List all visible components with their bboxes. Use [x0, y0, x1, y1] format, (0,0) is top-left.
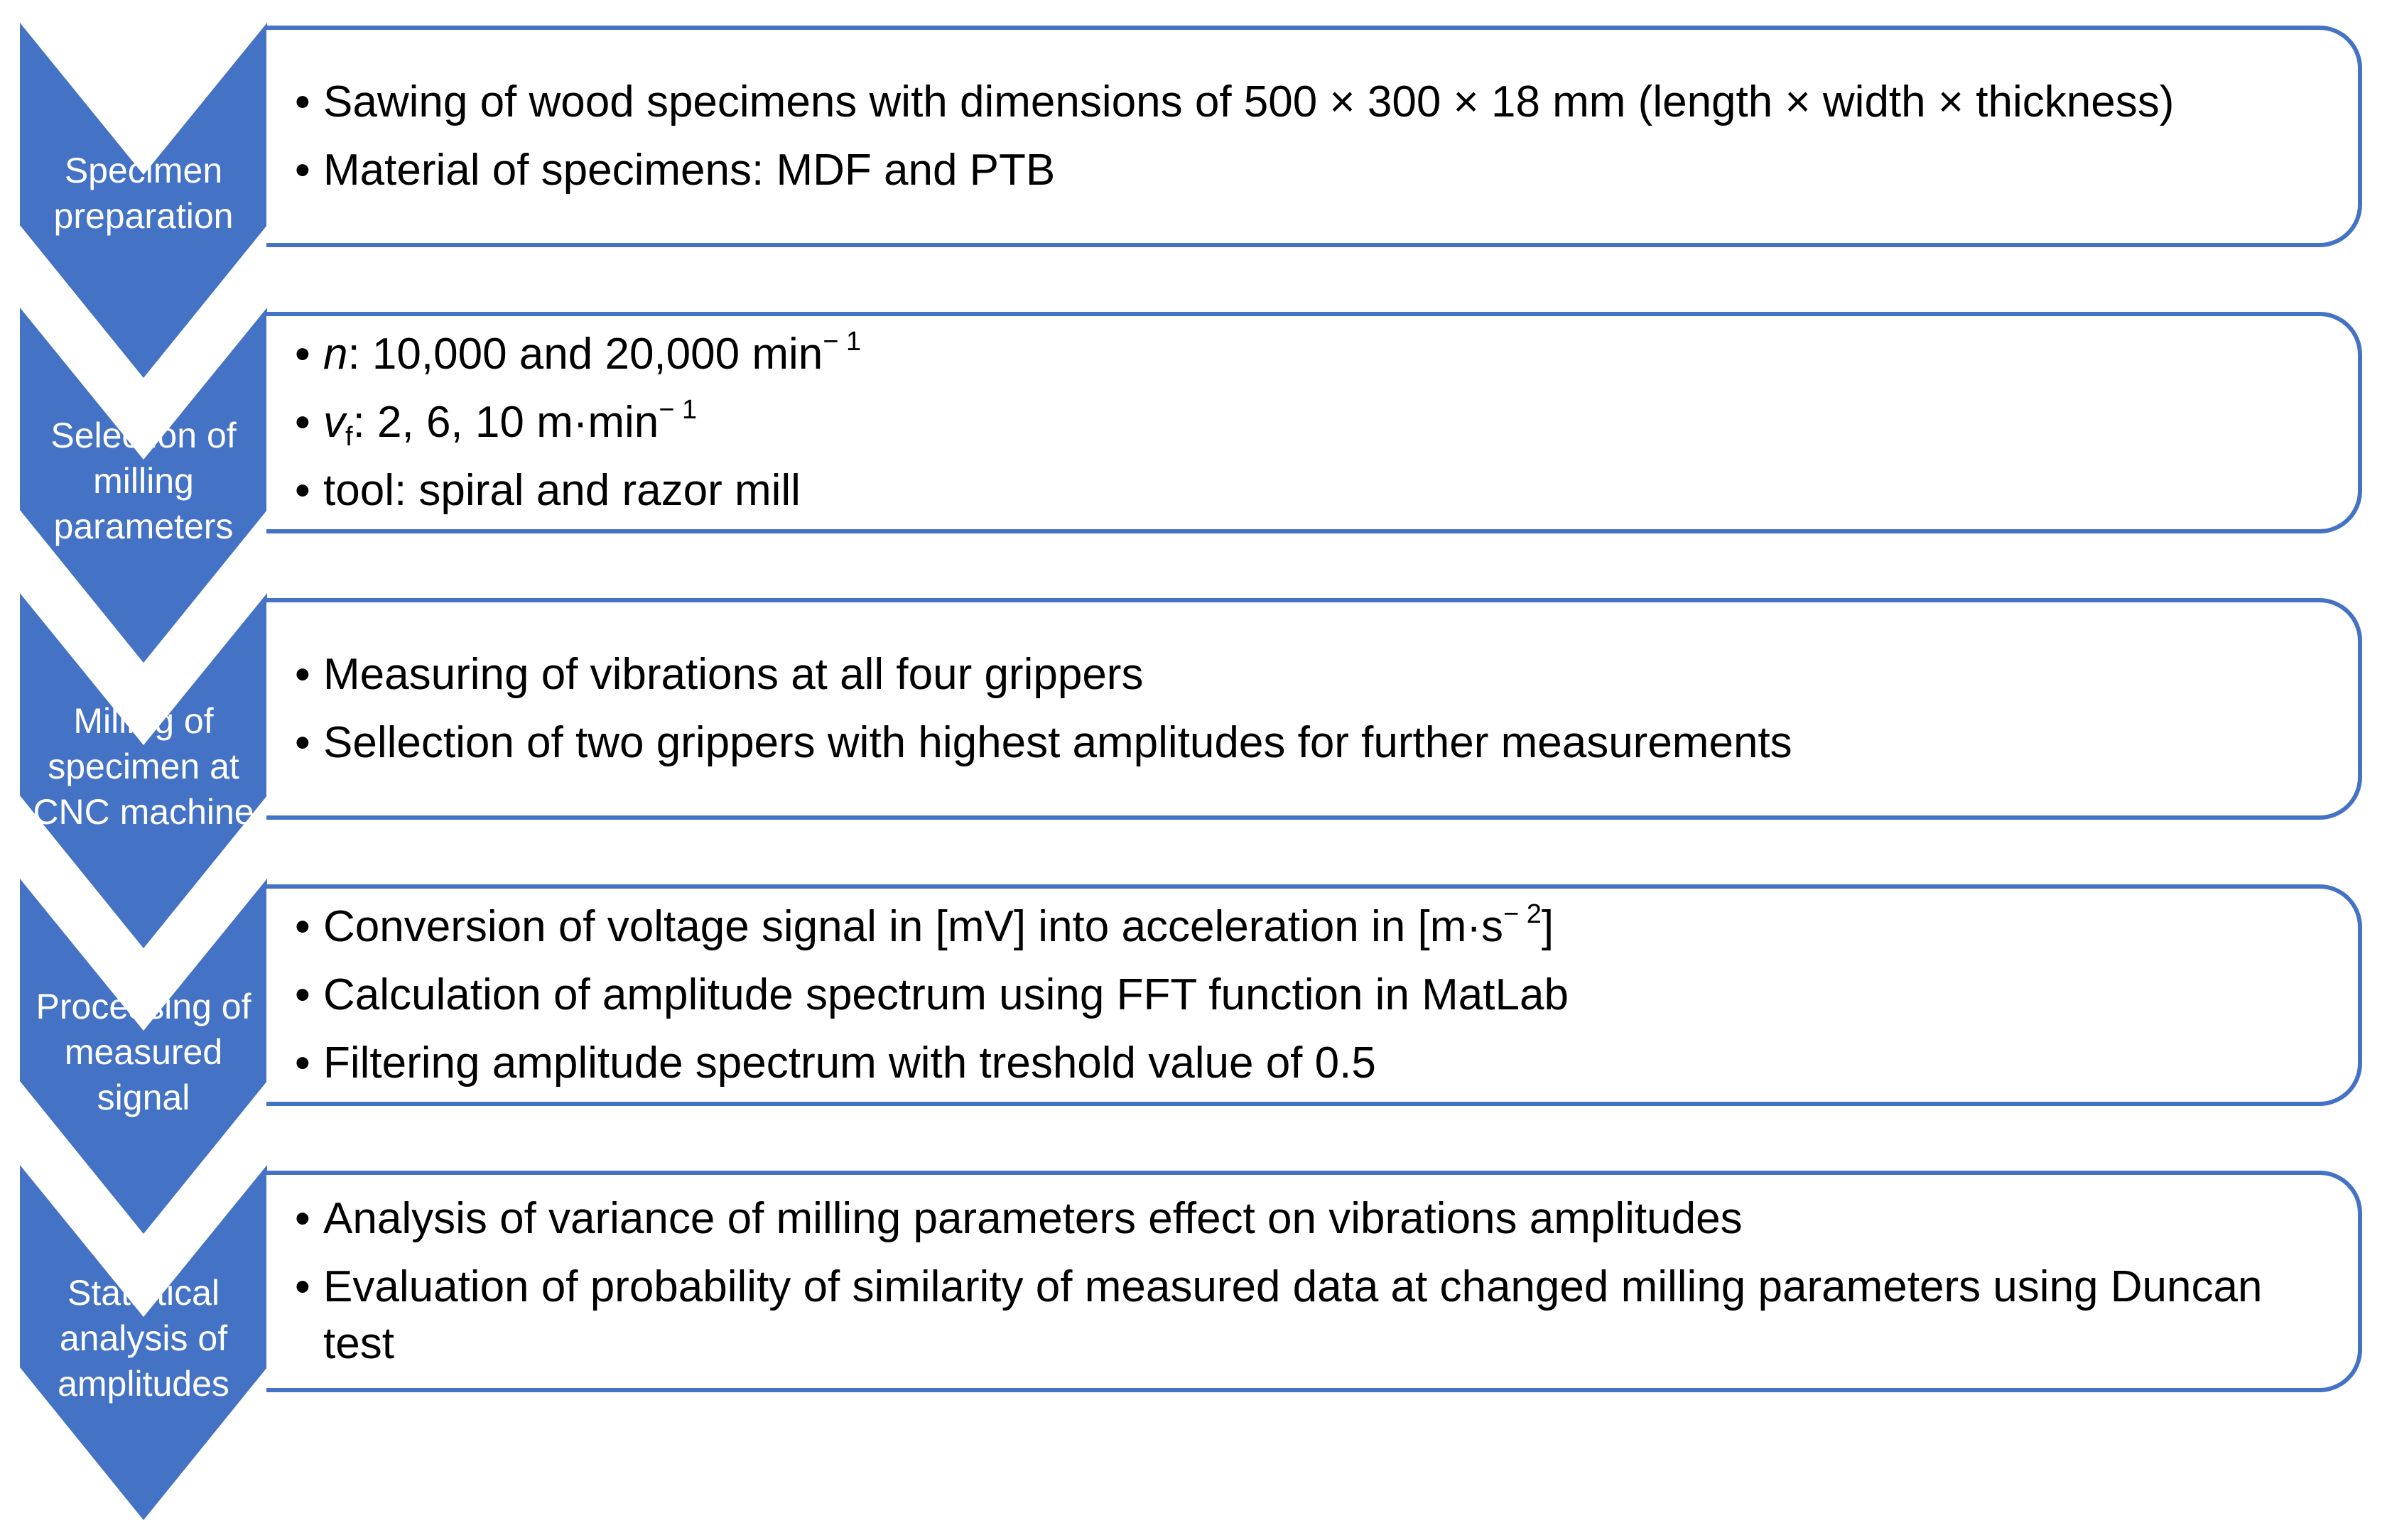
- step-label: [20, 984, 267, 1120]
- superscript: − 1: [823, 327, 862, 357]
- step-label-line: measured: [64, 1032, 223, 1072]
- bullet-icon: •: [295, 1194, 310, 1243]
- step-box-specimen-preparation: [266, 26, 2362, 247]
- bullet-icon: •: [295, 718, 310, 767]
- step-label-line: parameters: [53, 506, 234, 546]
- item-text: : 2, 6, 10 m·min: [352, 398, 659, 447]
- step-label-line: CNC machine: [33, 792, 254, 832]
- step-box-signal-processing: [266, 884, 2362, 1106]
- step-label-line: analysis of: [59, 1318, 228, 1358]
- item-text: : 10,000 and 20,000 min: [347, 330, 823, 379]
- list-item: [295, 1035, 2315, 1092]
- bullet-icon: •: [295, 650, 310, 699]
- list-item: [295, 715, 2315, 771]
- step-label-line: amplitudes: [58, 1364, 229, 1404]
- subscript: f: [345, 422, 353, 452]
- superscript: − 2: [1503, 899, 1542, 929]
- step-chevron-statistical-analysis: [20, 1165, 267, 1520]
- bullet-icon: •: [295, 77, 310, 126]
- list-item: [295, 326, 2315, 383]
- item-text: ]: [1541, 902, 1554, 951]
- step-label: [20, 148, 267, 239]
- item-text: Calculation of amplitude spectrum using FFT function in MatLab: [323, 970, 1569, 1019]
- bullet-icon: •: [295, 1262, 310, 1311]
- step-label-line: Specimen: [64, 151, 223, 190]
- list-item: [295, 967, 2315, 1024]
- step-label: [20, 413, 267, 549]
- item-text: Analysis of variance of milling parameters effect on vibrations amplitudes: [323, 1194, 1743, 1243]
- list-item: [295, 74, 2315, 131]
- step-label-line: Processing of: [36, 987, 251, 1026]
- bullet-icon: •: [295, 466, 310, 515]
- step-label-line: specimen at: [48, 747, 239, 786]
- step-label-line: preparation: [53, 196, 234, 236]
- list-item: [295, 394, 2315, 451]
- list-item: [295, 899, 2315, 955]
- list-item: [295, 142, 2315, 199]
- list-item: [295, 462, 2315, 519]
- step-label: [20, 1270, 267, 1406]
- bullet-icon: •: [295, 1039, 310, 1088]
- step-label-line: Milling of: [73, 701, 214, 741]
- item-text: Sawing of wood specimens with dimensions of 500 × 300 × 18 mm (length × width × thickness): [323, 77, 2175, 126]
- bullet-icon: •: [295, 330, 310, 379]
- bullet-icon: •: [295, 970, 310, 1019]
- item-text: Conversion of voltage signal in [mV] into acceleration in [m·s: [323, 902, 1504, 951]
- step-box-milling-cnc: [266, 598, 2362, 820]
- bullet-icon: •: [295, 902, 310, 951]
- step-label-line: milling: [93, 461, 194, 501]
- item-text: tool: spiral and razor mill: [323, 466, 801, 515]
- item-text: Evaluation of probability of similarity of measured data at changed milling parameters using Duncan test: [323, 1262, 2263, 1368]
- bullet-icon: •: [295, 398, 310, 447]
- step-box-statistical-analysis: [266, 1171, 2362, 1392]
- superscript: − 1: [659, 395, 698, 425]
- item-text: Material of specimens: MDF and PTB: [323, 146, 1056, 195]
- item-text: Filtering amplitude spectrum with treshold value of 0.5: [323, 1039, 1376, 1088]
- step-label-line: Selection of: [50, 416, 237, 455]
- bullet-icon: •: [295, 146, 310, 195]
- step-label-line: Statistical: [67, 1273, 220, 1313]
- variable-symbol: n: [323, 330, 348, 379]
- list-item: [295, 1259, 2315, 1372]
- item-text: Sellection of two grippers with highest amplitudes for further measurements: [323, 718, 1792, 767]
- step-label-line: signal: [97, 1078, 190, 1117]
- list-item: [295, 646, 2315, 703]
- item-text: Measuring of vibrations at all four grippers: [323, 650, 1144, 699]
- variable-symbol: v: [323, 398, 345, 447]
- list-item: [295, 1191, 2315, 1247]
- step-box-milling-parameters: [266, 312, 2362, 533]
- step-label: [20, 698, 267, 835]
